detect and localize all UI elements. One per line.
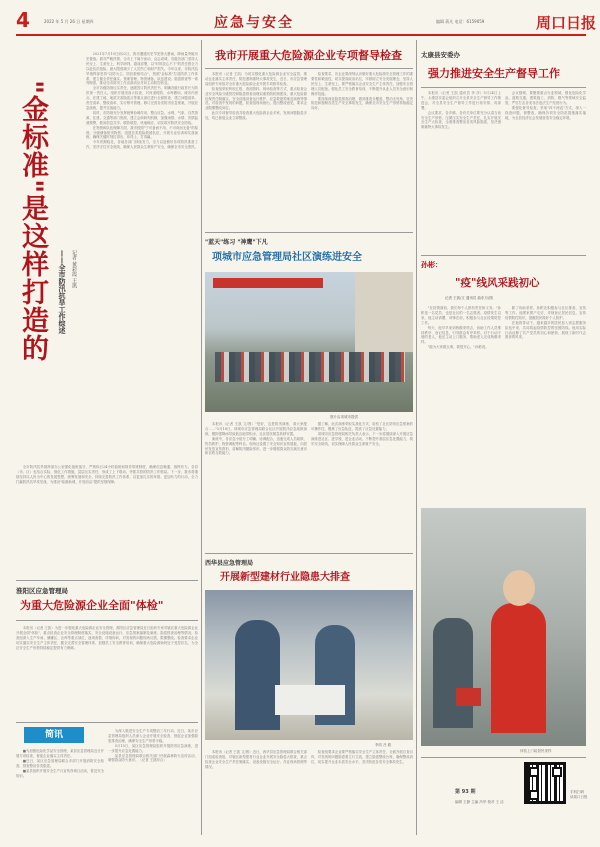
commentary-body-1: "在疫情面前，我们每个人都有责任和义务。"孙彬是一名党员，也是社区的一名志愿者。疫情发生以来，他主动请缨，冲锋在前，积极参与社区疫情防控工作。 每天，他早早来到核酸采样点，协助工作人员维持秩序、登记信息、引导群众有序采样。对于行动不便的老人，他还主动上门服务，帮助老人完成核酸采样。 "能为大家做点事，我很开心。"孙彬说。 [421,306,501,350]
commentary-title: "疫"线风采践初心 [455,277,540,289]
right-kicker: 太康县安委办 [421,51,460,59]
brief-box [16,722,198,837]
brief-label: 简讯 [24,727,84,743]
drill-crowd [215,352,405,382]
brief-body-left: ■为加强危险化学品安全管理，某县应急管理局近日开展专项检查，督促企业落实主体责任。 ■近日，某区应急管理局联合多部门开展消防安全检查，排查整治各类隐患。 ■某县组织开展安全生产月宣传咨询日活动，普及安全知识。 [16,749,104,778]
left2-kicker: 淮阳区应急管理局 [16,587,68,595]
footer-rule [421,757,586,758]
qr-label: 手机扫码 读周口日报 [570,790,588,799]
center-bottom-rule [205,553,413,554]
document-stack [275,685,345,715]
drill-photo-caption: 图片由项城市提供 [330,415,358,419]
header [16,8,597,32]
sampling-photo [421,508,586,746]
left-divider [16,580,198,581]
volunteer-vest [491,603,546,733]
mid-body-2: 据了解，此次演练采取实战化方式，检验了社区防汛应急预案的可操作性，锻炼了应急队伍，提高了应急处置能力。 项城市应急管理局相关负责人表示，下一步将继续深入开展应急演练进社区、进学校、进企业活动，不断提升基层应急处置能力，筑牢安全防线，切实保障人民群众生命财产安全。 [311,422,413,446]
mid-kicker: "蓝天"练习 "神鹰"下凡 [205,239,268,246]
right-title-rule [421,87,586,88]
bottom-body-2: 检查组要求企业要严格落实安全生产主体责任，全面开展自查自纠，对发现的问题隐患要立行立改，建立隐患整改台账，确保整改到位，切实提升企业本质安全水平，坚决防范各类安全事故发生。 [311,750,413,764]
center-title: 我市开展重大危险源企业专项督导检查 [215,49,402,62]
drill-building [355,272,413,352]
col-divider-2 [416,40,417,835]
bottom-body-1: 本报讯（记者 王凯 文/图）近日，西华县应急管理局联合相关部门组成检查组，对辖区新型建材行业企业开展安全隐患大排查，重点检查企业安全生产责任制落实、设备设施安全运行、作业现场管理等情况。 [205,750,307,769]
center-title-rule [205,68,413,69]
col-divider-1 [201,40,202,835]
mid-title: 项城市应急管理局社区演练进安全 [212,252,362,263]
issue-date: 2022 年 5 月 26 日 星期四 [44,19,94,24]
header-rule [16,34,586,36]
bottom-kicker: 西华县应急管理局 [205,560,254,567]
footer-pages: 第 93 期 [455,789,476,795]
sampling-photo-caption: 体验上门给居民采样 [520,749,552,753]
right-mid-rule [421,255,586,256]
resident-arm [456,688,481,706]
right-body-2: 会议强调，要聚焦重点行业领域，强化危险化学品、道路交通、建筑施工、消防、燃气等领域安全监管，严厉打击各类非法违法生产经营行为。 要强化督导检查，采取"四不两直"方式，深入一线查问题、督整改，确保各项安全防范措施落实落地，为全县经济社会发展营造安全稳定环境。 [505,91,586,120]
center-body-1: 本报讯（记者 王凯）为切实强化重大危险源企业安全监管，推动企业落实主体责任，防范遏制重特大事故发生，近日，市应急管理局组织专家组对全市重大危险源企业开展专项督导检查。 检查组采取听取汇报、查阅资料、现场检查等方式，重点检查企业安全风险分级管控和隐患排查治理双重预防机制建设、重大危险源包保责任制落实、安全设施设备运行维护、应急救援预案及演练等情况。对检查中发现的问题，检查组现场指出，提出整改意见，要求企业限期整改到位。 此次专项督导检查共检查重大危险源企业多家，发现问题隐患多处，均已督促企业立即整改。 [205,72,307,121]
lead-title [16,80,52,385]
brief-body-right: 为深入推进安全生产专项整治三年行动，近日，某市应急管理局组织人员深入企业开展安全检查，督促企业加强隐患排查治理，确保安全生产形势平稳。 5月15日，某区应急管理局组织开展防汛应急演练，进一步提升应急处置能力。 某县应急管理局联合相关部门开展森林防火宣传活动，增强群众防火意识。（记者 王凯综合） [108,729,198,763]
commentary-body-2: 除了协助采样，孙彬还积极参与社区排查、宣传等工作。他挨家挨户走访，详细登记居民信息，宣传疫情防控知识，提醒居民做好个人防护。 在他的带动下，越来越多的居民加入到志愿服务队伍中来，共同筑起疫情防控的坚固防线。他用实际行动诠释了共产党员的初心和使命，展现了新时代志愿者的风采。 [505,306,586,340]
mid-body-1: 本报讯（记者 王凯 文/图）"您好，这是防汛演练，请大家配合……"5月18日，项城市应急管理局联合社区开展防汛应急疏散演练，模拟强降雨导致低洼地带积水，社区居民紧急转移安置。 演练中，各应急小组分工明确、协调配合，迅速完成人员疏散、伤员救护、物资调配等科目。现场还设置了安全知识宣传展板，向居民发放宣传资料，讲解防汛避险常识，进一步增强群众防灾减灾意识和自救互救能力。 [205,422,307,456]
page-number: 4 [16,8,30,32]
center-mid-rule [205,232,413,233]
bottom-title: 开展新型建材行业隐患大排查 [220,572,350,583]
section-name: 应急与安全 [214,15,294,31]
center-body-2: 检查要求，各企业要深刻认识做好重大危险源安全管理工作的重要性和紧迫性，切实提高政治站位，牢固树立安全发展理念，坚持人民至上、生命至上。要严格落实企业安全生产主体责任，加强安全管理人员配备，强化员工安全教育培训，不断提升从业人员安全意识和操作技能。 要持续深化隐患排查治理，做到排查全覆盖、整治无死角，坚决防范和遏制各类生产安全事故发生，确保全市安全生产形势持续稳定向好。 [311,72,413,111]
right-title: 强力推进安全生产督导工作 [428,67,560,80]
left2-title-rule [16,620,198,621]
editor-info: 编辑 蒋凡 电话：6159059 [436,19,485,24]
lead-title-text: "金标准"是这样打造的 [17,80,48,363]
lead-byline: 记者 黄彩霞 王凯 [71,250,77,289]
inspector-left [235,620,280,730]
drill-photo [205,272,413,412]
volunteer-head [503,570,535,606]
drill-banner [213,278,323,288]
masthead-logo: 周口日报 [536,14,597,32]
resident-figure [433,618,473,728]
inspection-photo-caption: 李同 吕 聪 [375,743,392,747]
left2-title: 为重大危险源企业全面"体检" [20,599,164,612]
inspection-photo [205,590,413,740]
right-body-1: 本报讯（记者 王凯 通讯员 李 彦）5月24日上午，太康县安委会组织召开全县安全生产督导工作推进会，对全县安全生产督导工作进行再安排、再部署。 会议要求，各乡镇、各有关单位要充分认清当前安全生产形势，压紧压实安全生产责任，扎实开展安全生产大检查，全面排查整治各类风险隐患，坚决遏制重特大事故发生。 [421,91,501,130]
commentary-byline: 记者 王凯/文 通讯员 曲东月/图 [445,296,493,300]
lead-subtitle-text: ——全市防汛抗旱工作综述 [58,250,66,334]
left2-body: 本报讯（记者 王凯）为进一步强化重大危险源企业安全管理，淮阳区应急管理局近日组织专家对辖区重大危险源企业开展全面"体检"，重点检查企业安全管理制度落实、安全设施设备运行、应急预案编制及演练、隐患排查治理等情况。检查组深入生产车间、储罐区、仓库等重点部位，逐项查看、详细询问，对发现的问题现场反馈、限期整改。检查要求企业切实落实安全生产主体责任，健全完善安全管理体系，加强员工安全教育培训，确保重大危险源始终处于受控状态，为全区安全生产形势持续稳定提供有力保障。 [16,626,198,650]
footer-contacts: 编辑 王静 主编 冯华 校对 王 洁 [455,800,504,804]
qr-code[interactable] [524,762,566,804]
lead-body-bottom: 全市防汛抗旱指挥部办公室强化值班值守，严格执行24小时值班和领导带班制度，确保信息畅通、指挥有力。各县（市、区）也结合实际，细化工作措施，层层压实责任，形成了上下联动、齐抓共管的防汛工作格局。下一步，我市将继续坚持以人民为中心的发展思想，统筹发展和安全，持续完善防汛工作体系，以更加扎实的举措、更加有力的行动，全力打赢防汛抗旱攻坚战，为建设"临港新城、开放前沿"提供坚强保障。 [16,465,198,484]
lead-body: 2021年7月19日到22日，我市遭遇历史罕见特大暴雨，降雨量突破历史极值。面对严峻汛情，全市上下闻令而动、众志成城，各级各部门坚持人民至上、生命至上，科学研判、超前部署，以"时时放心不下"的责任感全力以赴抗洪抢险，最大限度减少了人员伤亡和财产损失。今年以来，市防汛抗旱指挥部坚持"以防为主、防抗救相结合"，按照"金标准"打造防汛工作体系，建立健全责任落实、预案管理、物资储备、队伍建设、隐患排查等一系列制度，推动全市防汛工作由被动应对向主动防控转变。 全市各级防指压实责任，逐级签订防汛责任书，明确各级行政首长为防汛第一责任人。组织开展汛前大检查，对河道堤防、水库塘坝、城市内涝点、在建工地、地质灾害隐患点等重点部位进行全面排查，建立问题清单、责任清单、整改清单，实行销号管理。修订完善各类防汛应急预案，开展应急演练，提升实战能力。 同时，市防指充分发挥统筹协调作用，整合应急、水利、气象、自然资源、住建、交通等部门资源，建立会商研判机制，加强雨情、水情、汛情监测预警，做到信息共享、联防联控、快速响应，切实筑牢防汛安全防线。 在物资和队伍保障方面，我市按照"宁可备而不用，不可用而无备"的原则，分级储备防汛物资，组建各类抢险救援队伍，开展专业培训和实战演练，确保关键时刻拉得出、冲得上、打得赢。 今年汛期临近，各地各部门持续发力，全力以赴做好各项防汛准备工作，坚决守住安全底线，确保人民群众生命财产安全，确保全市安全度汛。 [86,52,198,150]
commentary-column: 孙彬： [421,261,442,269]
